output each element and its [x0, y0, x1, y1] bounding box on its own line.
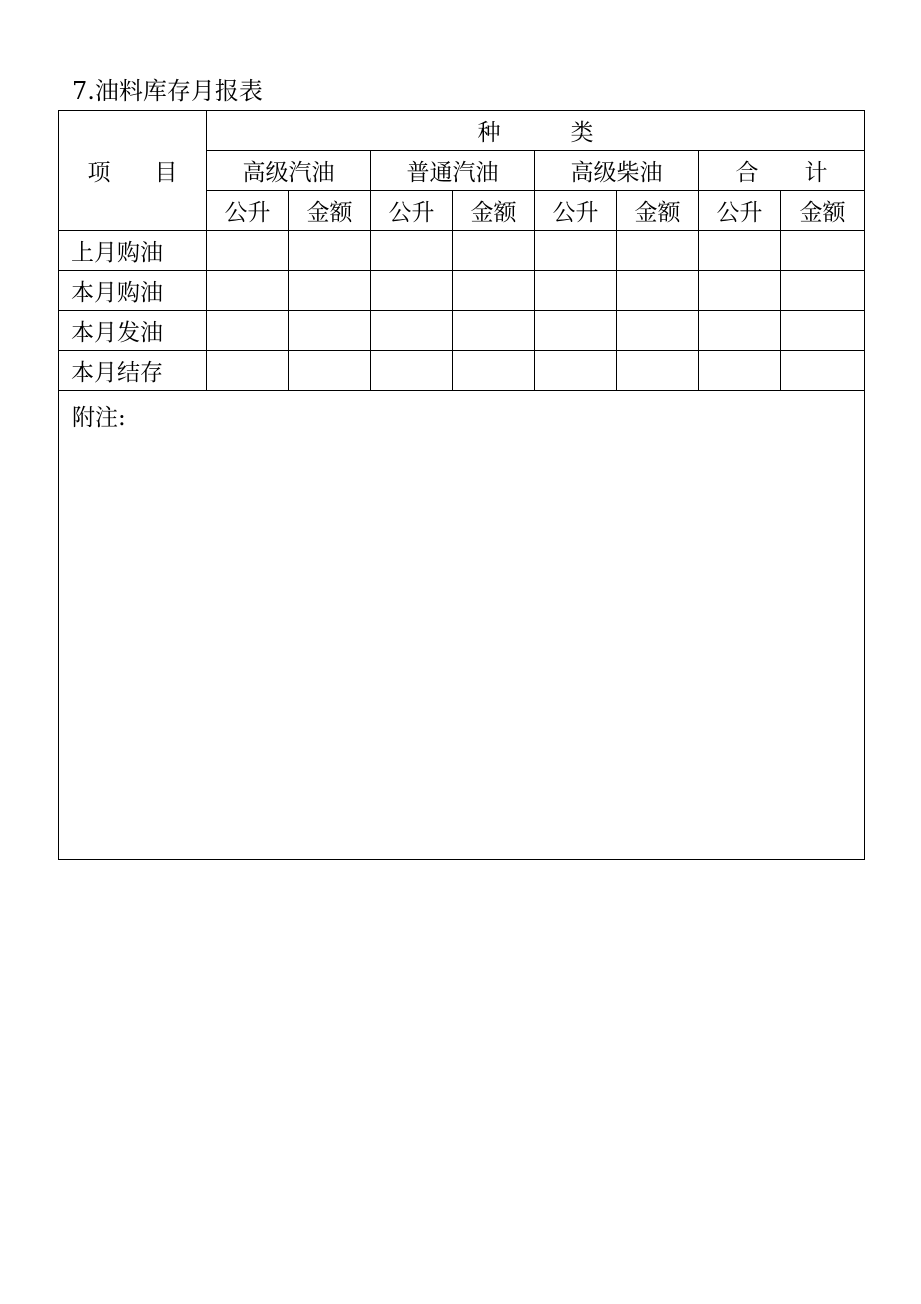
- data-cell: [781, 311, 865, 351]
- data-cell: [453, 351, 535, 391]
- data-cell: [371, 231, 453, 271]
- row-label-this-month-balance: 本月结存: [59, 351, 207, 391]
- data-cell: [699, 231, 781, 271]
- table-row: [59, 351, 865, 391]
- data-cell: [781, 351, 865, 391]
- data-cell: [617, 311, 699, 351]
- table-row: [59, 311, 865, 351]
- data-cell: [617, 351, 699, 391]
- data-cell: [207, 231, 289, 271]
- data-cell: [699, 351, 781, 391]
- data-cell: [699, 311, 781, 351]
- data-cell: [535, 311, 617, 351]
- unit-amount-premium-diesel: 金额: [617, 191, 699, 231]
- fuel-type-total: [699, 151, 865, 191]
- data-cell: [453, 231, 535, 271]
- data-cell: [781, 231, 865, 271]
- data-cell: [535, 351, 617, 391]
- unit-liters-premium-gasoline: 公升: [207, 191, 289, 231]
- item-header-char-1: 项: [87, 160, 111, 186]
- unit-liters-regular-gasoline: 公升: [371, 191, 453, 231]
- fuel-type-regular-gasoline: 普通汽油: [371, 151, 535, 191]
- data-cell: [371, 311, 453, 351]
- data-cell: [535, 271, 617, 311]
- data-cell: [289, 351, 371, 391]
- unit-amount-total: 金额: [781, 191, 865, 231]
- item-header-cell: [59, 111, 207, 231]
- unit-liters-premium-diesel: 公升: [535, 191, 617, 231]
- data-cell: [535, 231, 617, 271]
- data-cell: [453, 311, 535, 351]
- unit-liters-total: 公升: [699, 191, 781, 231]
- data-cell: [289, 311, 371, 351]
- data-cell: [617, 271, 699, 311]
- row-label-this-month-issue: 本月发油: [59, 311, 207, 351]
- data-cell: [699, 271, 781, 311]
- unit-amount-regular-gasoline: 金额: [453, 191, 535, 231]
- item-header-char-2: 目: [154, 160, 178, 186]
- data-cell: [781, 271, 865, 311]
- kind-header-cell: [207, 111, 865, 151]
- kind-header-char-1: 种: [477, 120, 501, 146]
- data-cell: [371, 271, 453, 311]
- fuel-inventory-table: [58, 110, 865, 860]
- notes-cell: [59, 391, 865, 860]
- page-title: 7.油料库存月报表: [72, 77, 263, 105]
- data-cell: [289, 231, 371, 271]
- data-cell: [207, 271, 289, 311]
- notes-label: 附注:: [72, 405, 126, 431]
- kind-header-char-2: 类: [570, 120, 594, 146]
- data-cell: [617, 231, 699, 271]
- data-cell: [289, 271, 371, 311]
- data-cell: [207, 351, 289, 391]
- data-cell: [371, 351, 453, 391]
- table-row: [59, 231, 865, 271]
- data-cell: [207, 311, 289, 351]
- fuel-type-premium-gasoline: 高级汽油: [207, 151, 371, 191]
- header-row-kind: [59, 111, 865, 151]
- row-label-this-month-purchase: 本月购油: [59, 271, 207, 311]
- row-label-last-month-purchase: 上月购油: [59, 231, 207, 271]
- data-cell: [453, 271, 535, 311]
- unit-amount-premium-gasoline: 金额: [289, 191, 371, 231]
- table-row: [59, 271, 865, 311]
- total-header-char-2: 计: [804, 160, 828, 186]
- notes-row: [59, 391, 865, 860]
- fuel-type-premium-diesel: 高级柴油: [535, 151, 699, 191]
- total-header-char-1: 合: [735, 160, 759, 186]
